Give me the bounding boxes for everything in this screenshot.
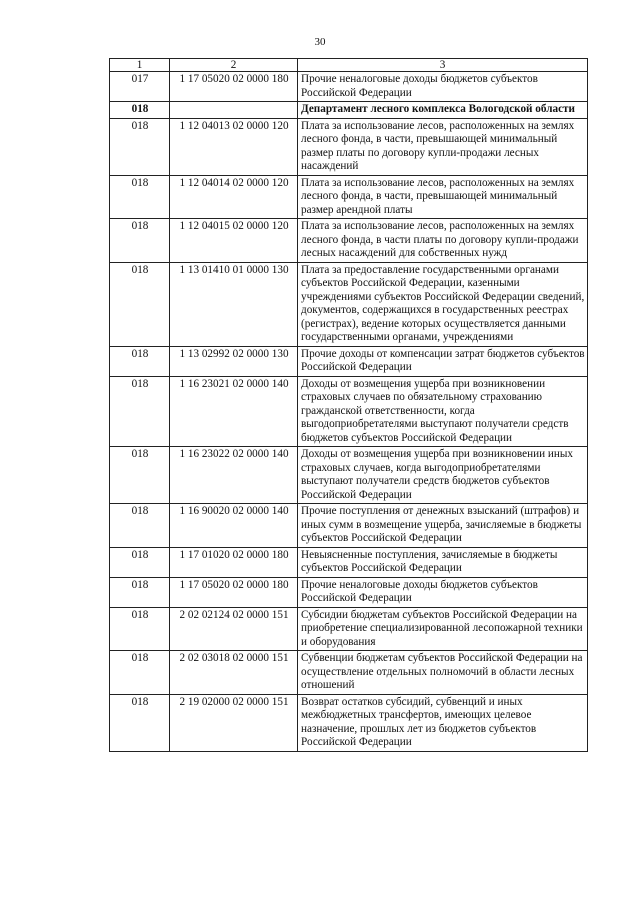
table-row xyxy=(110,651,588,695)
admin-code-cell: 018 xyxy=(110,694,170,751)
revenue-name-cell: Департамент лесного комплекса Вологодской области xyxy=(298,102,588,119)
table-row xyxy=(110,72,588,102)
revenue-code-cell: 1 17 05020 02 0000 180 xyxy=(170,577,298,607)
admin-code-cell: 018 xyxy=(110,651,170,695)
revenue-name-cell: Прочие доходы от компенсации затрат бюджетов субъектов Российской Федерации xyxy=(298,346,588,376)
revenue-name-cell: Прочие неналоговые доходы бюджетов субъектов Российской Федерации xyxy=(298,72,588,102)
revenue-name-cell: Невыясненные поступления, зачисляемые в бюджеты субъектов Российской Федерации xyxy=(298,547,588,577)
admin-code-cell: 018 xyxy=(110,447,170,504)
admin-code-cell: 018 xyxy=(110,262,170,346)
revenue-name-cell: Прочие неналоговые доходы бюджетов субъектов Российской Федерации xyxy=(298,577,588,607)
revenue-name-cell: Плата за предоставление государственными органами субъектов Российской Федерации, казенными учреждениями субъектов Российской Федерации сведений, документов, содержащихся в государственных реестрах (регистрах), ведение которых осуществляется данными государственными органами, учреждениями xyxy=(298,262,588,346)
revenue-name-cell: Прочие поступления от денежных взысканий (штрафов) и иных сумм в возмещение ущерба, зачисляемые в бюджеты субъектов Российской Федерации xyxy=(298,504,588,548)
table-row xyxy=(110,346,588,376)
revenue-codes-table xyxy=(109,58,588,752)
table-row xyxy=(110,447,588,504)
revenue-name-cell: Плата за использование лесов, расположенных на землях лесного фонда, в части, превышающей минимальный размер платы по договору купли-продажи лесных насаждений xyxy=(298,118,588,175)
revenue-name-cell: Доходы от возмещения ущерба при возникновении страховых случаев по обязательному страхованию гражданской ответственности, когда выгодоприобретателями выступают получатели средств бюджетов субъектов Российской Федерации xyxy=(298,376,588,447)
table-row xyxy=(110,175,588,219)
table-row xyxy=(110,694,588,751)
header-col-3: 3 xyxy=(298,59,588,72)
revenue-code-cell: 2 02 02124 02 0000 151 xyxy=(170,607,298,651)
revenue-code-cell: 2 02 03018 02 0000 151 xyxy=(170,651,298,695)
table-row xyxy=(110,262,588,346)
revenue-code-cell: 1 13 01410 01 0000 130 xyxy=(170,262,298,346)
revenue-name-cell: Субсидии бюджетам субъектов Российской Федерации на приобретение специализированной лесопожарной техники и оборудования xyxy=(298,607,588,651)
table-header-row xyxy=(110,59,588,72)
admin-code-cell: 018 xyxy=(110,219,170,263)
revenue-code-cell: 1 16 23022 02 0000 140 xyxy=(170,447,298,504)
revenue-code-cell xyxy=(170,102,298,119)
admin-code-cell: 018 xyxy=(110,577,170,607)
admin-code-cell: 018 xyxy=(110,118,170,175)
table-row xyxy=(110,376,588,447)
admin-code-cell: 017 xyxy=(110,72,170,102)
table-body xyxy=(110,72,588,752)
revenue-name-cell: Возврат остатков субсидий, субвенций и иных межбюджетных трансфертов, имеющих целевое назначение, прошлых лет из бюджетов субъектов Российской Федерации xyxy=(298,694,588,751)
header-col-1: 1 xyxy=(110,59,170,72)
revenue-code-cell: 1 17 01020 02 0000 180 xyxy=(170,547,298,577)
admin-code-cell: 018 xyxy=(110,547,170,577)
table-row xyxy=(110,102,588,119)
admin-code-cell: 018 xyxy=(110,102,170,119)
revenue-code-cell: 2 19 02000 02 0000 151 xyxy=(170,694,298,751)
revenue-name-cell: Плата за использование лесов, расположенных на землях лесного фонда, в части, превышающей минимальный размер арендной платы xyxy=(298,175,588,219)
revenue-name-cell: Плата за использование лесов, расположенных на землях лесного фонда, в части платы по договору купли-продажи лесных насаждений для собственных нужд xyxy=(298,219,588,263)
revenue-name-cell: Доходы от возмещения ущерба при возникновении иных страховых случаев, когда выгодоприобретателями выступают получатели средств бюджетов субъектов Российской Федерации xyxy=(298,447,588,504)
revenue-code-cell: 1 13 02992 02 0000 130 xyxy=(170,346,298,376)
revenue-code-cell: 1 12 04014 02 0000 120 xyxy=(170,175,298,219)
table-row xyxy=(110,577,588,607)
revenue-code-cell: 1 16 23021 02 0000 140 xyxy=(170,376,298,447)
admin-code-cell: 018 xyxy=(110,175,170,219)
revenue-code-cell: 1 12 04015 02 0000 120 xyxy=(170,219,298,263)
admin-code-cell: 018 xyxy=(110,376,170,447)
revenue-code-cell: 1 17 05020 02 0000 180 xyxy=(170,72,298,102)
admin-code-cell: 018 xyxy=(110,504,170,548)
table-row xyxy=(110,118,588,175)
header-col-2: 2 xyxy=(170,59,298,72)
revenue-name-cell: Субвенции бюджетам субъектов Российской Федерации на осуществление отдельных полномочий в области лесных отношений xyxy=(298,651,588,695)
revenue-code-cell: 1 16 90020 02 0000 140 xyxy=(170,504,298,548)
table-row xyxy=(110,219,588,263)
admin-code-cell: 018 xyxy=(110,346,170,376)
revenue-code-cell: 1 12 04013 02 0000 120 xyxy=(170,118,298,175)
table-row xyxy=(110,547,588,577)
admin-code-cell: 018 xyxy=(110,607,170,651)
table-row xyxy=(110,504,588,548)
table-row xyxy=(110,607,588,651)
page-number: 30 xyxy=(314,36,326,48)
